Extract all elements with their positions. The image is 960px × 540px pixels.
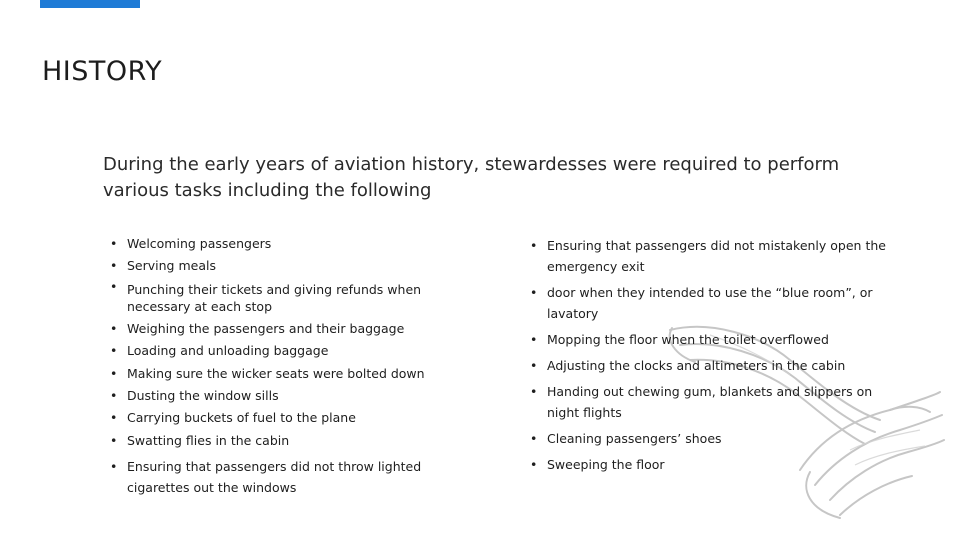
right-list: [523, 235, 893, 480]
list-item: • door when they intended to use the “blue room”, or lavatory: [523, 282, 893, 324]
list-item: • Adjusting the clocks and altimeters in the cabin: [523, 355, 893, 376]
list-item: • Handing out chewing gum, blankets and slippers on night flights: [523, 381, 893, 423]
list-item: • Swatting flies in the cabin: [103, 430, 443, 451]
list-item: • Weighing the passengers and their baggage: [103, 318, 447, 340]
list-item: • Dusting the window sills: [103, 385, 447, 407]
list-item: • Mopping the floor when the toilet overflowed: [523, 329, 893, 350]
left-list-a: [103, 233, 447, 430]
intro-paragraph: During the early years of aviation history, stewardesses were required to perform various tasks including the following: [103, 154, 840, 201]
list-item: • Serving meals: [103, 255, 447, 277]
accent-bar: [40, 0, 140, 8]
list-item: • Sweeping the floor: [523, 454, 893, 475]
list-item: • Cleaning passengers’ shoes: [523, 428, 893, 449]
list-item: • Punching their tickets and giving refunds when necessary at each stop: [103, 278, 447, 318]
list-item: • Making sure the wicker seats were bolted down: [103, 363, 447, 385]
list-item: • Carrying buckets of fuel to the plane: [103, 407, 447, 429]
list-item: • Ensuring that passengers did not throw lighted cigarettes out the windows: [103, 456, 443, 498]
left-list-b: [103, 430, 443, 503]
list-item: • Welcoming passengers: [103, 233, 447, 255]
list-item: • Loading and unloading baggage: [103, 340, 447, 362]
list-item: • Ensuring that passengers did not mistakenly open the emergency exit: [523, 235, 893, 277]
page-title: HISTORY: [42, 56, 163, 87]
